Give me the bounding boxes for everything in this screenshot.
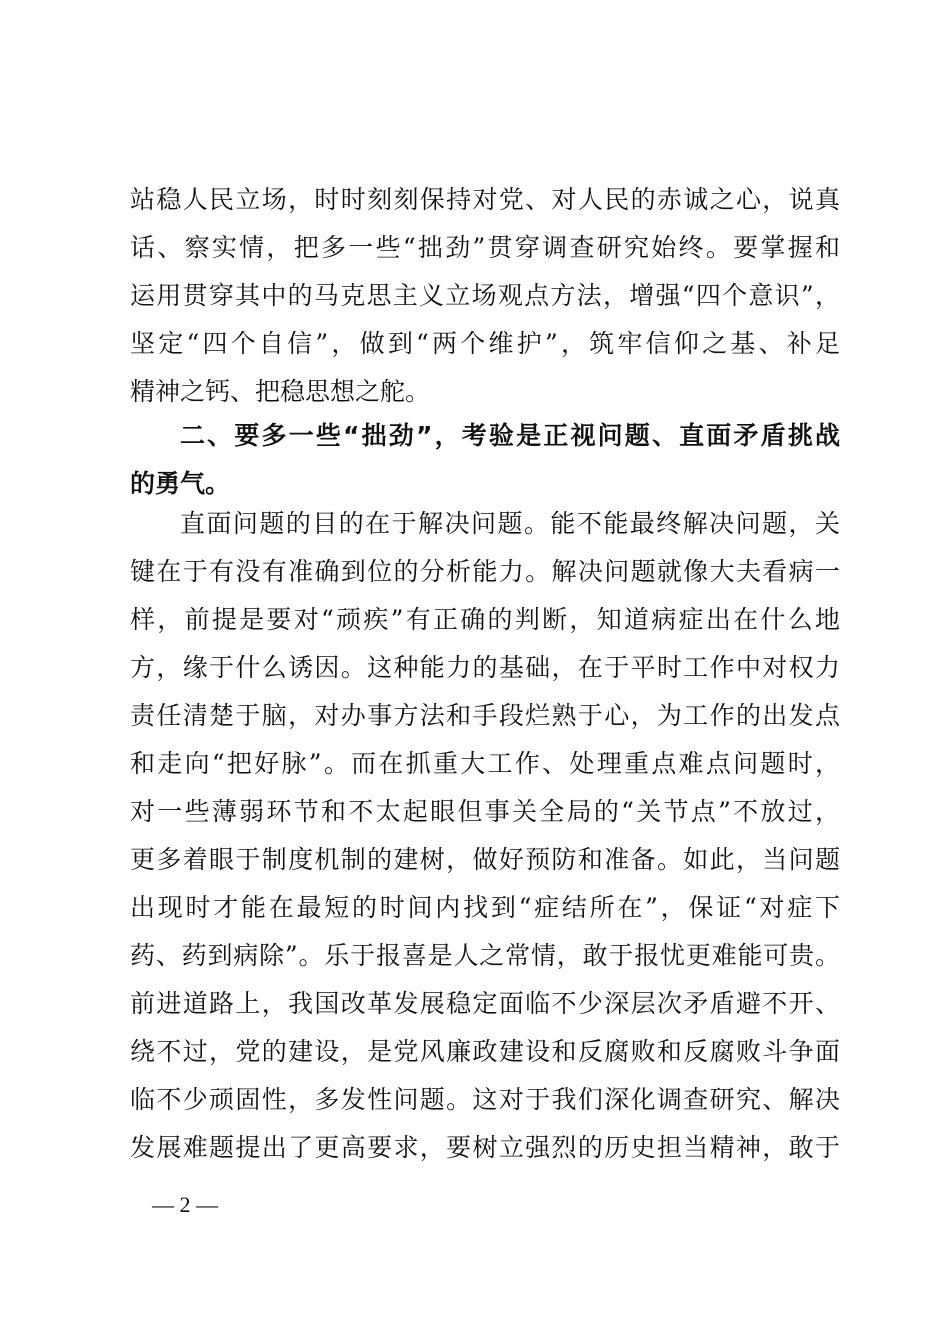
paragraph-2-line: 药、药到病除”。乐于报喜是人之常情，敢于报忧更难能可贵。 bbox=[130, 941, 840, 970]
paragraph-1-line: 站稳人民立场，时时刻刻保持对党、对人民的赤诚之心，说真 bbox=[130, 185, 840, 214]
paragraph-2-line: 绕不过，党的建设，是党风廉政建设和反腐败和反腐败斗争面 bbox=[130, 1037, 840, 1066]
paragraph-2 bbox=[130, 500, 840, 1172]
paragraph-2-line: 直面问题的目的在于解决问题。能不能最终解决问题，关 bbox=[180, 509, 840, 538]
paragraph-2-line: 方，缘于什么诱因。这种能力的基础，在于平时工作中对权力 bbox=[130, 653, 840, 682]
section-heading-line: 的勇气。 bbox=[130, 469, 231, 498]
paragraph-2-line: 对一些薄弱环节和不太起眼但事关全局的“关节点”不放过， bbox=[130, 797, 840, 826]
paragraph-2-line: 临不少顽固性，多发性问题。这对于我们深化调查研究、解决 bbox=[130, 1085, 840, 1114]
paragraph-1-line: 坚定“四个自信”，做到“两个维护”，筑牢信仰之基、补足 bbox=[130, 329, 840, 358]
paragraph-2-line: 键在于有没有准确到位的分析能力。解决问题就像大夫看病一 bbox=[130, 557, 840, 586]
section-heading-line: 二、要多一些“拙劲”，考验是正视问题、直面矛盾挑战 bbox=[180, 421, 840, 450]
paragraph-2-line: 责任清楚于脑，对办事方法和手段烂熟于心，为工作的出发点 bbox=[130, 701, 840, 730]
paragraph-2-line: 出现时才能在最短的时间内找到“症结所在”，保证“对症下 bbox=[130, 893, 840, 922]
paragraph-1-line: 话、察实情，把多一些“拙劲”贯穿调查研究始终。要掌握和 bbox=[130, 233, 840, 262]
paragraph-2-line: 样，前提是要对“顽疾”有正确的判断，知道病症出在什么地 bbox=[130, 605, 840, 634]
paragraph-2-line: 前进道路上，我国改革发展稳定面临不少深层次矛盾避不开、 bbox=[130, 989, 840, 1018]
paragraph-1 bbox=[130, 176, 840, 416]
paragraph-1-line: 运用贯穿其中的马克思主义立场观点方法，增强“四个意识”， bbox=[130, 281, 840, 310]
section-heading-2 bbox=[130, 412, 840, 508]
paragraph-2-line: 更多着眼于制度机制的建树，做好预防和准备。如此，当问题 bbox=[130, 845, 840, 874]
paragraph-2-line: 发展难题提出了更高要求，要树立强烈的历史担当精神，敢于 bbox=[130, 1133, 840, 1162]
paragraph-1-line: 精神之钙、把稳思想之舵。 bbox=[130, 377, 431, 406]
page-number: — 2 — bbox=[152, 1192, 218, 1217]
paragraph-2-line: 和走向“把好脉”。而在抓重大工作、处理重点难点问题时， bbox=[130, 749, 840, 778]
